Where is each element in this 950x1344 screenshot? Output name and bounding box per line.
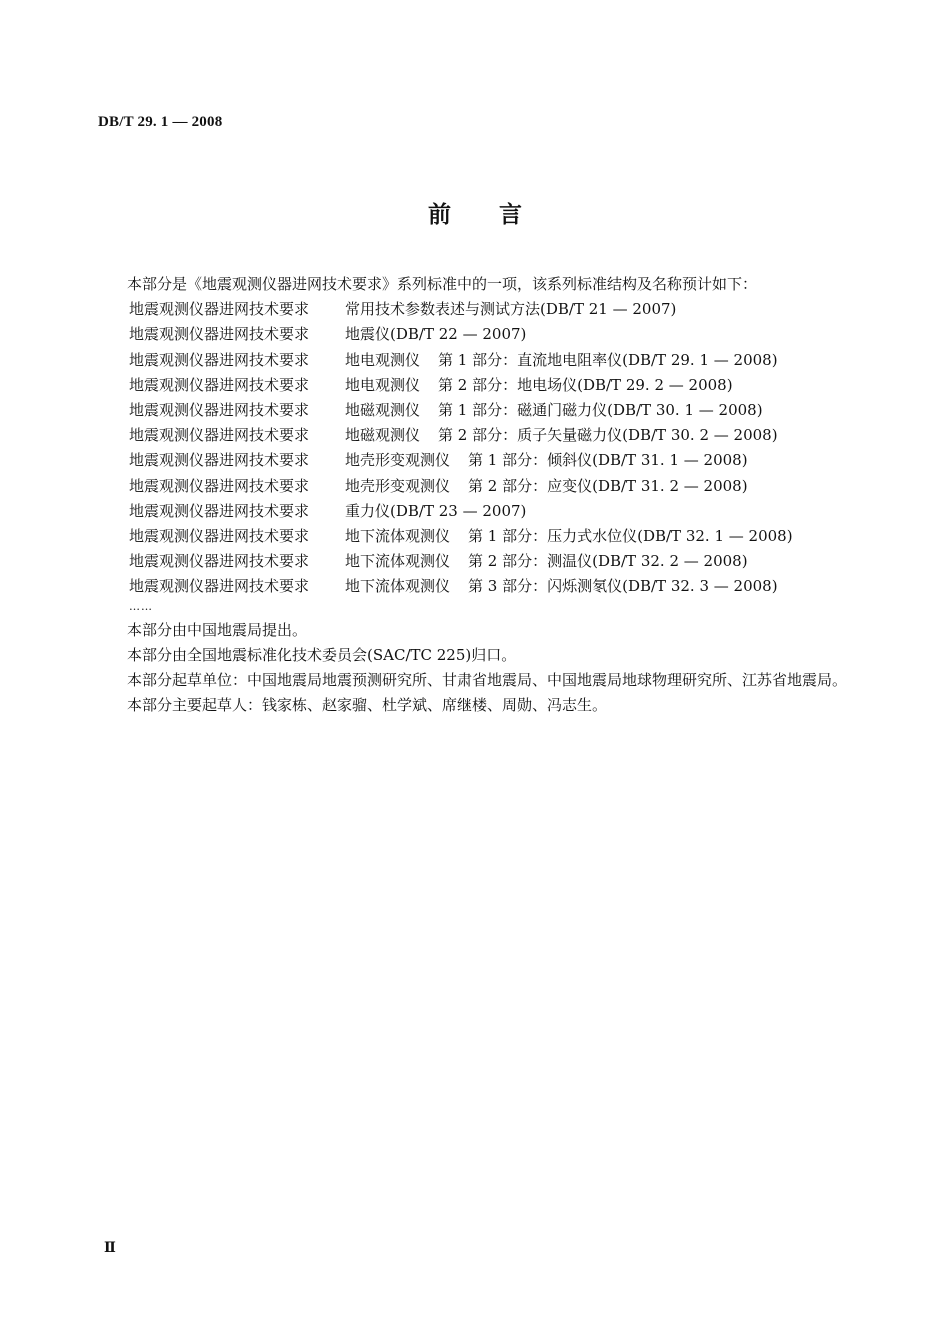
series-item-category: 地电观测仪 [345, 350, 421, 369]
series-item [96, 499, 848, 524]
series-item-main: 地震观测仪器进网技术要求 [129, 552, 310, 571]
series-item-main: 地震观测仪器进网技术要求 [129, 426, 310, 445]
series-item [96, 297, 848, 322]
drafting-units-paragraph: 本部分起草单位：中国地震局地震预测研究所、甘肃省地震局、中国地震局地球物理研究所、江苏省地震局。 [127, 671, 848, 690]
series-item-main: 地震观测仪器进网技术要求 [129, 527, 310, 546]
series-item [96, 373, 848, 398]
page-number: Ⅱ [104, 1241, 116, 1256]
series-item-part: 第 1 部分：压力式水位仪(DB/T 32. 1 — 2008) [468, 527, 793, 546]
series-item-category: 地壳形变观测仪 [345, 476, 451, 495]
series-item-main: 地震观测仪器进网技术要求 [129, 577, 310, 596]
series-item [96, 474, 848, 499]
series-item-main: 地震观测仪器进网技术要求 [129, 401, 310, 420]
series-item [96, 398, 848, 423]
series-item-part: 第 1 部分：倾斜仪(DB/T 31. 1 — 2008) [468, 451, 748, 470]
drafters-paragraph: 本部分主要起草人：钱家栋、赵家骝、杜学斌、席继楼、周勋、冯志生。 [127, 696, 608, 715]
series-item-part: 第 2 部分：质子矢量磁力仪(DB/T 30. 2 — 2008) [438, 426, 778, 445]
proposed-by-paragraph: 本部分由中国地震局提出。 [127, 620, 308, 639]
series-item-part: 第 2 部分：地电场仪(DB/T 29. 2 — 2008) [438, 375, 733, 394]
series-item-part: 重力仪(DB/T 23 — 2007) [345, 501, 527, 520]
series-item [96, 348, 848, 373]
series-item-category: 地下流体观测仪 [345, 577, 451, 596]
series-item-main: 地震观测仪器进网技术要求 [129, 325, 310, 344]
series-item [96, 524, 848, 549]
series-item [96, 448, 848, 473]
series-item-main: 地震观测仪器进网技术要求 [129, 300, 310, 319]
managed-by-paragraph: 本部分由全国地震标准化技术委员会(SAC/TC 225)归口。 [127, 645, 517, 664]
series-item-category: 地磁观测仪 [345, 426, 421, 445]
series-item [96, 423, 848, 448]
series-item-part: 常用技术参数表述与测试方法(DB/T 21 — 2007) [345, 300, 677, 319]
series-item [96, 322, 848, 347]
series-item-main: 地震观测仪器进网技术要求 [129, 476, 310, 495]
series-item-part: 第 1 部分：磁通门磁力仪(DB/T 30. 1 — 2008) [438, 401, 763, 420]
series-item-part: 第 2 部分：应变仪(DB/T 31. 2 — 2008) [468, 476, 748, 495]
series-ellipsis: …… [129, 599, 153, 613]
series-item-category: 地下流体观测仪 [345, 527, 451, 546]
series-item [96, 549, 848, 574]
series-item-part: 地震仪(DB/T 22 — 2007) [345, 325, 527, 344]
series-item-category: 地磁观测仪 [345, 401, 421, 420]
series-item-main: 地震观测仪器进网技术要求 [129, 451, 310, 470]
series-item-part: 第 1 部分：直流地电阻率仪(DB/T 29. 1 — 2008) [438, 350, 778, 369]
document-body [96, 272, 848, 718]
series-item-main: 地震观测仪器进网技术要求 [129, 375, 310, 394]
series-item-category: 地壳形变观测仪 [345, 451, 451, 470]
series-item-category: 地电观测仪 [345, 375, 421, 394]
series-item-main: 地震观测仪器进网技术要求 [129, 350, 310, 369]
series-item-part: 第 3 部分：闪烁测氡仪(DB/T 32. 3 — 2008) [468, 577, 778, 596]
standard-code: DB/T 29. 1 — 2008 [98, 114, 223, 130]
series-item-part: 第 2 部分：测温仪(DB/T 32. 2 — 2008) [468, 552, 748, 571]
intro-paragraph: 本部分是《地震观测仪器进网技术要求》系列标准中的一项，该系列标准结构及名称预计如下： [127, 275, 758, 293]
series-list [96, 297, 848, 599]
page-title: 前言 [428, 202, 570, 228]
series-item [96, 574, 848, 599]
series-item-main: 地震观测仪器进网技术要求 [129, 501, 310, 520]
series-item-category: 地下流体观测仪 [345, 552, 451, 571]
